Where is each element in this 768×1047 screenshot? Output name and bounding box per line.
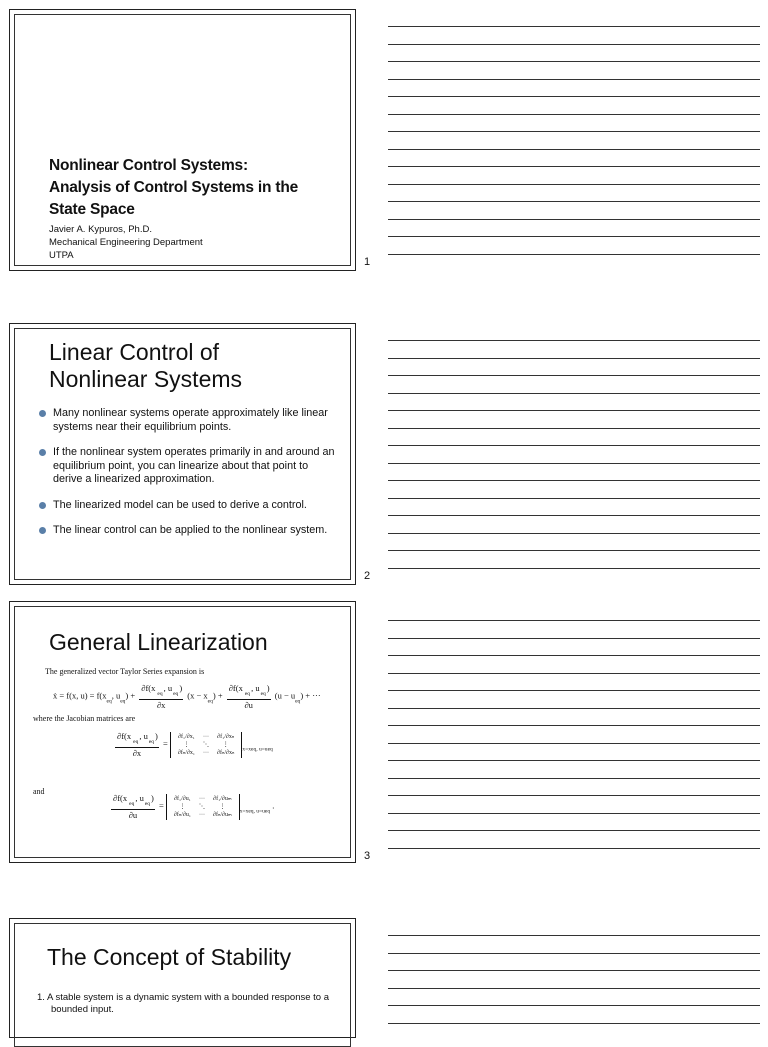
jacobian-x-equation: $\frac{\partial f(x_{eq}, u_{eq})}{\partial x}$ = ∂f₁/∂x₁ ··· ∂f₁/∂xₙ ⋮ ⋱ ⋮ ∂fₙ/∂x₁ ··· ∂fₙ/∂xₙ $_{x=xeq, u=ueq}$ bbox=[117, 731, 273, 758]
note-line bbox=[388, 848, 760, 849]
bullet-list bbox=[37, 407, 336, 550]
slide-number: 3 bbox=[364, 850, 371, 862]
slide-4-frame bbox=[14, 923, 351, 1047]
note-line bbox=[388, 254, 760, 255]
note-line bbox=[388, 655, 760, 656]
slide-3 bbox=[9, 601, 356, 863]
note-line bbox=[388, 988, 760, 989]
note-line bbox=[388, 236, 760, 237]
slide-number: 1 bbox=[364, 256, 371, 268]
note-line bbox=[388, 61, 760, 62]
note-line bbox=[388, 445, 760, 446]
note-line bbox=[388, 498, 760, 499]
note-line bbox=[388, 393, 760, 394]
note-line bbox=[388, 114, 760, 115]
note-line bbox=[388, 953, 760, 954]
note-line bbox=[388, 795, 760, 796]
note-line bbox=[388, 219, 760, 220]
note-line bbox=[388, 515, 760, 516]
taylor-intro: The generalized vector Taylor Series expansion is bbox=[45, 667, 205, 676]
numbered-list bbox=[37, 992, 336, 1016]
note-line bbox=[388, 638, 760, 639]
note-line bbox=[388, 375, 760, 376]
note-line bbox=[388, 428, 760, 429]
slide-4 bbox=[9, 918, 356, 1038]
note-line bbox=[388, 760, 760, 761]
note-line bbox=[388, 480, 760, 481]
author-institution: UTPA bbox=[49, 250, 74, 261]
note-line bbox=[388, 620, 760, 621]
list-item: 1. A stable system is a dynamic system with a bounded response to a bounded input. bbox=[37, 992, 330, 1015]
note-line bbox=[388, 830, 760, 831]
slide-1-frame bbox=[14, 14, 351, 266]
slide-2-frame bbox=[14, 328, 351, 580]
note-line bbox=[388, 690, 760, 691]
note-line bbox=[388, 778, 760, 779]
jacobian-intro: where the Jacobian matrices are bbox=[33, 714, 136, 723]
note-line bbox=[388, 149, 760, 150]
notes-lines bbox=[388, 26, 760, 271]
notes-lines bbox=[388, 620, 760, 865]
note-line bbox=[388, 463, 760, 464]
note-line bbox=[388, 970, 760, 971]
note-line bbox=[388, 358, 760, 359]
note-line bbox=[388, 340, 760, 341]
title-line: Nonlinear Control Systems: bbox=[49, 157, 248, 174]
title-line: Nonlinear Systems bbox=[49, 366, 243, 392]
note-line bbox=[388, 79, 760, 80]
notes-lines bbox=[388, 340, 760, 585]
note-line bbox=[388, 533, 760, 534]
note-line bbox=[388, 743, 760, 744]
author-name: Javier A. Kypuros, Ph.D. bbox=[49, 224, 152, 235]
note-line bbox=[388, 673, 760, 674]
jacobian-u-equation: $\frac{\partial f(x_{eq}, u_{eq})}{\partial u}$ = ∂f₁/∂u₁ ··· ∂f₁/∂uₘ ⋮ ⋱ ⋮ ∂fₙ/∂u₁ ··· ∂fₙ/∂uₘ $_{x=xeq, u=ueq}$ . bbox=[113, 793, 275, 820]
jacobian-x-matrix: ∂f₁/∂x₁ ··· ∂f₁/∂xₙ ⋮ ⋱ ⋮ ∂fₙ/∂x₁ ··· ∂fₙ/∂xₙ bbox=[170, 732, 242, 758]
slide-3-frame bbox=[14, 606, 351, 858]
note-line bbox=[388, 44, 760, 45]
note-line bbox=[388, 201, 760, 202]
slide-2-title bbox=[49, 339, 242, 393]
note-line bbox=[388, 935, 760, 936]
slide-4-title: The Concept of Stability bbox=[47, 944, 292, 970]
list-item: The linearized model can be used to derive a control. bbox=[37, 499, 336, 513]
title-line: Analysis of Control Systems in the bbox=[49, 179, 299, 196]
author-department: Mechanical Engineering Department bbox=[49, 237, 203, 248]
list-item: If the nonlinear system operates primarily in and around an equilibrium point, you can linearize about that point to derive a linearized approximation. bbox=[37, 446, 336, 487]
note-line bbox=[388, 96, 760, 97]
bullet-icon bbox=[39, 449, 46, 456]
note-line bbox=[388, 568, 760, 569]
title-line: Linear Control of bbox=[49, 339, 220, 365]
jacobian-u-matrix: ∂f₁/∂u₁ ··· ∂f₁/∂uₘ ⋮ ⋱ ⋮ ∂fₙ/∂u₁ ··· ∂fₙ/∂uₘ bbox=[166, 794, 240, 820]
note-line bbox=[388, 708, 760, 709]
slide-2 bbox=[9, 323, 356, 585]
slide-number: 2 bbox=[364, 570, 371, 582]
jacobian-x-fraction: $\frac{\partial f(x_{eq}, u_{eq})}{\partial x}$ bbox=[141, 683, 183, 710]
note-line bbox=[388, 184, 760, 185]
list-item: Many nonlinear systems operate approximately like linear systems near their equilibrium points. bbox=[37, 407, 336, 434]
jacobian-u-fraction: $\frac{\partial f(x_{eq}, u_{eq})}{\partial u}$ bbox=[228, 683, 270, 710]
bullet-icon bbox=[39, 502, 46, 509]
note-line bbox=[388, 166, 760, 167]
note-line bbox=[388, 725, 760, 726]
note-line bbox=[388, 813, 760, 814]
note-line bbox=[388, 550, 760, 551]
slide-1-author bbox=[49, 223, 203, 262]
note-line bbox=[388, 410, 760, 411]
note-line bbox=[388, 26, 760, 27]
notes-lines bbox=[388, 935, 760, 1024]
list-item: The linear control can be applied to the nonlinear system. bbox=[37, 524, 336, 538]
note-line bbox=[388, 1005, 760, 1006]
bullet-icon bbox=[39, 410, 46, 417]
slide-1-title bbox=[49, 155, 298, 221]
taylor-equation: ẋ = f(x, $u) = f(x_{eq}$, $u_{eq}$) + $\frac{\partial f(x_{eq}, u_{eq})}{\partial x}$ $(x - x_{eq})$ + $\frac{\partial f(x_{eq}, u_{eq})}{\partial u}$ $(u - u_{eq})$ + ··· bbox=[53, 683, 321, 710]
note-line bbox=[388, 131, 760, 132]
slide-3-title: General Linearization bbox=[49, 629, 268, 655]
bullet-icon bbox=[39, 527, 46, 534]
note-line bbox=[388, 1023, 760, 1024]
slide-1 bbox=[9, 9, 356, 271]
title-line: State Space bbox=[49, 201, 135, 218]
and-text: and bbox=[33, 787, 45, 796]
